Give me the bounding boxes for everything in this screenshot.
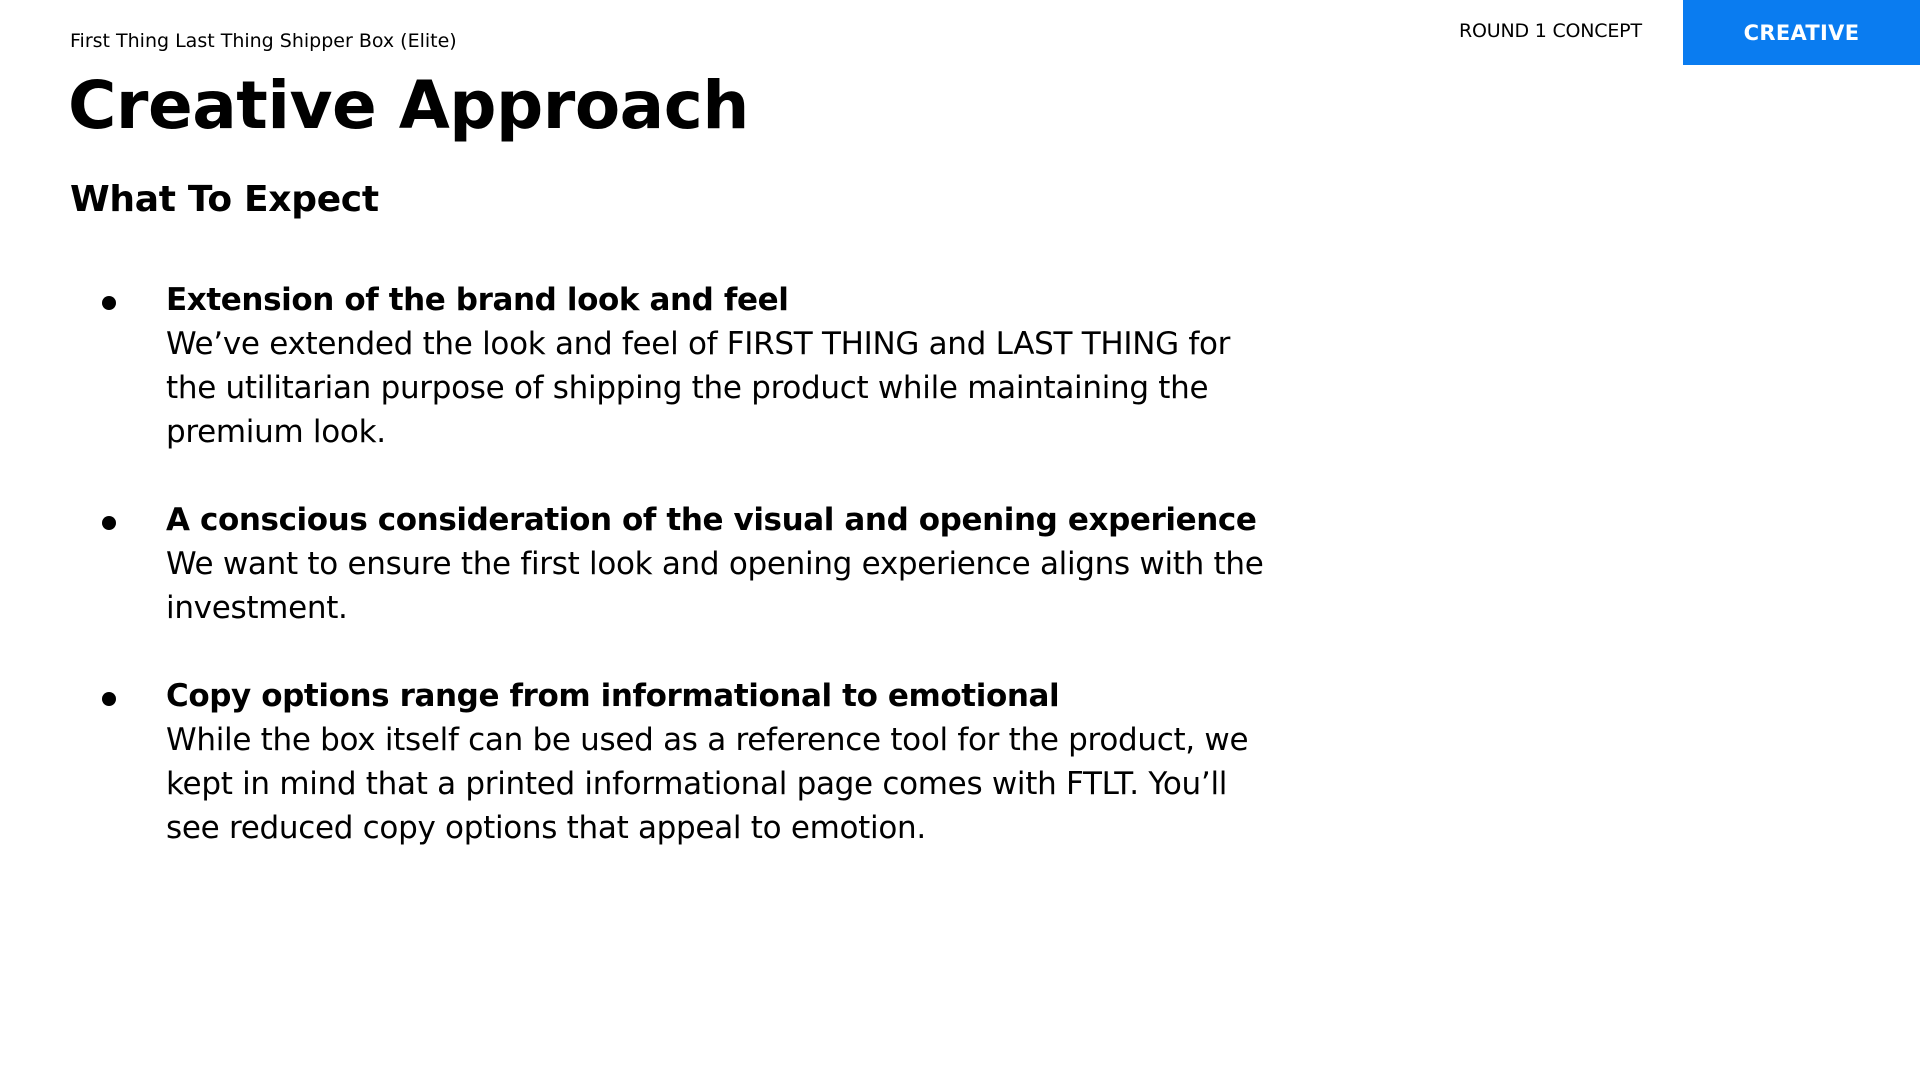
- bullet-item-brand-extension: [0, 278, 1300, 454]
- bullet-heading: Copy options range from informational to emotional: [166, 678, 1060, 714]
- bullet-body: While the box itself can be used as a reference tool for the product, we kept in mind that a printed informational page comes with FTLT. You’ll see reduced copy options that appeal to emotion.: [166, 722, 1249, 846]
- bullet-list: [0, 278, 1300, 894]
- bullet-item-opening-experience: [0, 498, 1300, 630]
- bullet-body: We want to ensure the first look and opening experience aligns with the investment.: [166, 546, 1264, 626]
- bullet-dot-icon: [102, 516, 116, 530]
- bullet-item-copy-options: [0, 674, 1300, 850]
- bullet-dot-icon: [102, 692, 116, 706]
- bullet-heading: A conscious consideration of the visual and opening experience: [166, 502, 1257, 538]
- project-name: First Thing Last Thing Shipper Box (Elite): [70, 30, 457, 52]
- page-title: Creative Approach: [68, 67, 749, 144]
- bullet-heading: Extension of the brand look and feel: [166, 282, 789, 318]
- section-subtitle: What To Expect: [70, 179, 379, 220]
- section-tab-creative: CREATIVE: [1683, 0, 1920, 65]
- bullet-body: We’ve extended the look and feel of FIRST THING and LAST THING for the utilitarian purpose of shipping the product while maintaining the premium look.: [166, 326, 1231, 450]
- round-label: ROUND 1 CONCEPT: [1459, 20, 1642, 42]
- bullet-dot-icon: [102, 296, 116, 310]
